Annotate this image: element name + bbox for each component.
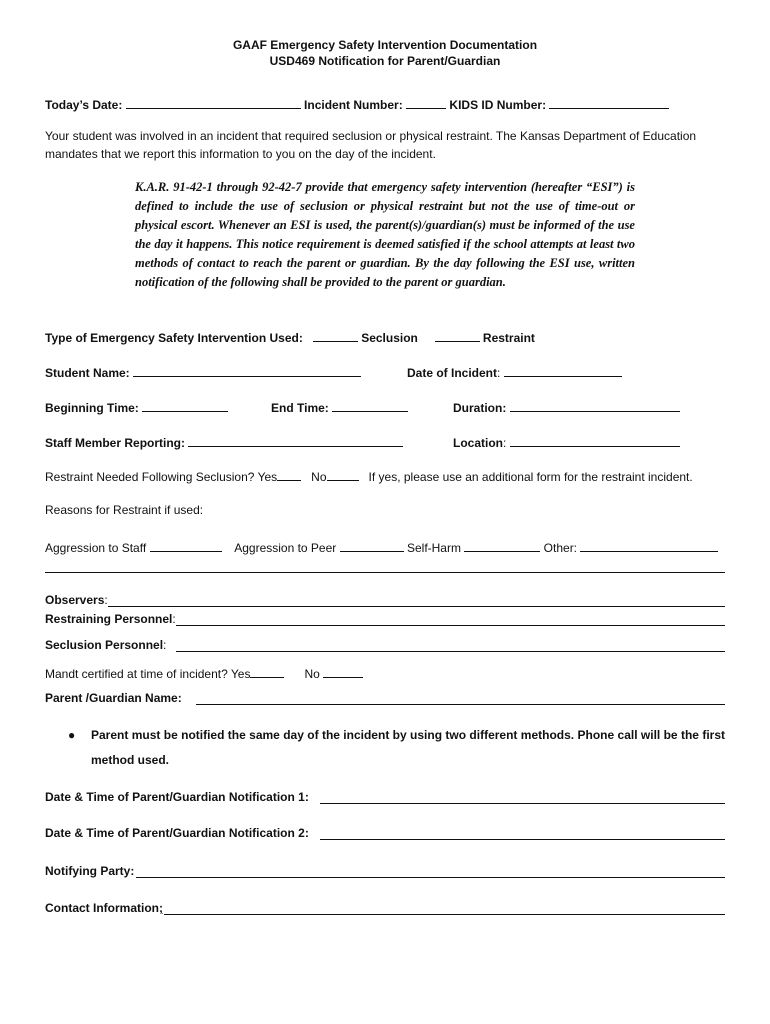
self-harm-label: Self-Harm <box>406 541 461 555</box>
duration-blank[interactable] <box>510 399 680 412</box>
mandt-no-label: No <box>304 667 320 681</box>
incident-number-blank[interactable] <box>406 96 446 109</box>
incident-number-label: Incident Number: <box>304 98 403 112</box>
restraining-personnel-label: Restraining Personnel <box>45 612 173 626</box>
beginning-time-label: Beginning Time: <box>45 401 139 415</box>
reasons-label: Reasons for Restraint if used: <box>45 503 204 517</box>
other-blank[interactable] <box>580 539 718 552</box>
todays-date-blank[interactable] <box>126 96 301 109</box>
parent-guardian-blank[interactable] <box>196 704 725 705</box>
end-time-blank[interactable] <box>332 399 408 412</box>
date-of-incident-label: Date of Incident <box>407 366 498 380</box>
seclusion-checkbox-blank[interactable] <box>313 329 358 342</box>
student-name-label: Student Name: <box>45 366 130 380</box>
date-of-incident-field <box>407 364 622 380</box>
staff-member-label: Staff Member Reporting: <box>45 436 186 450</box>
restraint-yes-blank[interactable] <box>277 468 301 481</box>
notifying-party-blank[interactable] <box>136 877 725 878</box>
restraint-checkbox-blank[interactable] <box>435 329 480 342</box>
restraining-personnel-blank[interactable] <box>176 625 725 626</box>
legal-notice: K.A.R. 91-42-1 through 92-42-7 provide that emergency safety intervention (hereafter “ESI”) is defined to include the use of seclusion or physical restraint but not the use of time-out or physical escort. Whenever an ESI is used, the parent(s)/guardian(s) must be informed of the use the day it happens. This notice requirement is deemed satisfied if the school attempts at least two methods of contact to reach the parent or guardian. By the day following the ESI use, written notification of the following shall be provided to the parent or guardian. <box>135 180 635 289</box>
restraint-needed-label: Restraint Needed Following Seclusion? Yes <box>45 470 278 484</box>
observers-colon: : <box>104 593 108 607</box>
bullet-note: Parent must be notified the same day of the incident by using two different methods. Phone call will be the first method used. <box>91 728 725 767</box>
duration-field <box>453 399 680 415</box>
notification1-blank[interactable] <box>320 803 725 804</box>
seclusion-colon: : <box>163 638 167 652</box>
kids-id-label: KIDS ID Number: <box>449 98 547 112</box>
location-field <box>453 434 680 450</box>
parent-guardian-label: Parent /Guardian Name: <box>45 691 182 705</box>
location-colon: : <box>503 436 507 450</box>
restraint-note: If yes, please use an additional form for the restraint incident. <box>368 470 693 484</box>
student-name-row <box>45 364 735 381</box>
kids-id-blank[interactable] <box>549 96 669 109</box>
contact-info-blank[interactable] <box>164 914 725 915</box>
seclusion-personnel-label: Seclusion Personnel <box>45 638 164 652</box>
restraint-option-label: Restraint <box>482 331 535 345</box>
aggression-peer-blank[interactable] <box>340 539 404 552</box>
restraining-colon: : <box>172 612 176 626</box>
observers-blank[interactable] <box>108 606 725 607</box>
top-fields-row <box>45 96 735 113</box>
bullet-icon: ● <box>68 728 76 742</box>
mandt-row <box>45 665 735 682</box>
location-blank[interactable] <box>510 434 680 447</box>
esi-type-row <box>45 329 735 346</box>
date-of-incident-blank[interactable] <box>504 364 622 377</box>
aggression-staff-label: Aggression to Staff <box>45 541 147 555</box>
mandt-label: Mandt certified at time of incident? Yes <box>45 667 251 681</box>
notification2-label: Date & Time of Parent/Guardian Notification 2: <box>45 826 309 840</box>
seclusion-option-label: Seclusion <box>361 331 418 345</box>
form-title: GAAF Emergency Safety Intervention Documentation <box>232 38 538 52</box>
other-continuation-line[interactable] <box>45 572 725 573</box>
staff-member-blank[interactable] <box>188 434 403 447</box>
mandt-no-blank[interactable] <box>323 665 363 678</box>
aggression-staff-blank[interactable] <box>150 539 222 552</box>
reasons-row <box>45 539 735 556</box>
self-harm-blank[interactable] <box>464 539 540 552</box>
restraint-needed-row <box>45 468 735 485</box>
esi-type-label: Type of Emergency Safety Intervention Used: <box>45 331 303 345</box>
aggression-peer-label: Aggression to Peer <box>234 541 337 555</box>
location-label: Location <box>453 436 503 450</box>
end-time-field <box>271 399 408 415</box>
intro-paragraph: Your student was involved in an incident that required seclusion or physical restraint. The Kansas Department of Education mandates that we report this information to you on the day of the incident. <box>45 129 697 161</box>
contact-info-label: Contact Information <box>45 901 159 915</box>
notifying-party-label: Notifying Party: <box>45 864 135 878</box>
observers-label: Observers <box>45 593 105 607</box>
duration-label: Duration: <box>453 401 507 415</box>
date-of-incident-colon: : <box>497 366 501 380</box>
form-subtitle: USD469 Notification for Parent/Guardian <box>269 54 501 68</box>
todays-date-label: Today’s Date: <box>45 98 123 112</box>
student-name-blank[interactable] <box>133 364 361 377</box>
restraint-no-label: No <box>311 470 327 484</box>
contact-info-colon: ; <box>159 901 163 915</box>
notification2-blank[interactable] <box>320 839 725 840</box>
restraint-no-blank[interactable] <box>327 468 359 481</box>
notification1-label: Date & Time of Parent/Guardian Notification 1: <box>45 790 309 804</box>
beginning-time-blank[interactable] <box>142 399 228 412</box>
other-label: Other: <box>543 541 578 555</box>
mandt-yes-blank[interactable] <box>250 665 284 678</box>
seclusion-personnel-blank[interactable] <box>176 651 725 652</box>
end-time-label: End Time: <box>271 401 329 415</box>
